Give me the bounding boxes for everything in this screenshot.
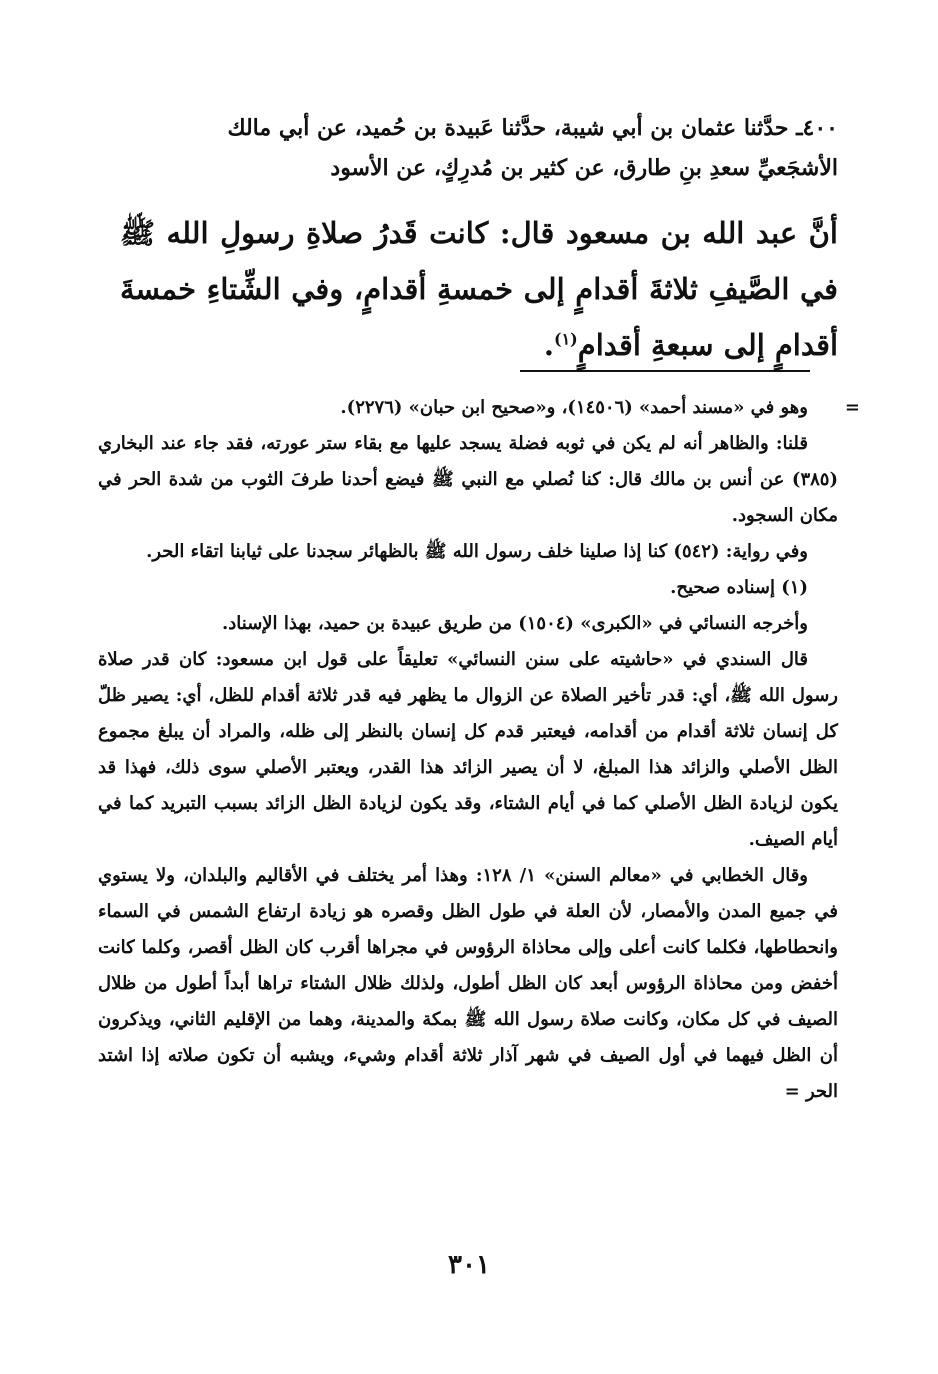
continuation-marker: = xyxy=(844,397,860,418)
footnote-paragraph: وفي رواية: (٥٤٢) كنا إذا صلينا خلف رسول الله ﷺ بالظهائر سجدنا على ثيابنا اتقاء الحر. xyxy=(146,541,808,562)
footnote-separator-rule xyxy=(520,370,810,372)
footnote-continuation-paragraph xyxy=(98,390,860,426)
matn-text: أنَّ عبد الله بن مسعود قال: كانت قَدرُ صلاةِ رسولِ الله ﷺ في الصَّيفِ ثلاثةَ أقدامٍ إلى خمسةِ أقدامٍ، وفي الشِّتاءِ خمسةَ أقدامٍ إلى سبعةِ أقدامٍ xyxy=(120,216,838,362)
footnote-paragraph: وأخرجه النسائي في «الكبرى» (١٥٠٤) من طريق عبيدة بن حميد، بهذا الإسناد. xyxy=(222,613,808,634)
isnad-line-1: ٤٠٠ـ حدَّثنا عثمان بن أبي شيبة، حدَّثنا عَبيدة بن حُميد، عن أبي مالك xyxy=(227,115,838,141)
page-number: ٣٠١ xyxy=(448,1250,490,1280)
hadith-isnad xyxy=(120,108,838,188)
footnote-reference: (١) xyxy=(554,329,578,349)
footnote-paragraph: قال السندي في «حاشيته على سنن النسائي» تعليقاً على قول ابن مسعود: كان قدر صلاة رسول الله ﷺ، أي: قدر تأخير الصلاة عن الزوال ما يظهر فيه قدر ثلاثة أقدام للظل، أي: يصير ظلّ كل إنسان ثلاثة أقدام من أقدامه، فيعتبر قدم كل إنسان بالنظر إلى ظله، والمراد أن يبلغ مجموع الظل الأصلي والزائد هذا المبلغ، لا أن يصير الزائد هذا القدر، ويعتبر الأصلي سوى ذلك، فهذا قد يكون لزيادة الظل الأصلي كما في أيام الشتاء، وقد يكون لزيادة الظل الزائد بسبب التبريد كما في أيام الصيف. xyxy=(98,649,838,850)
footnote-paragraph: قلنا: والظاهر أنه لم يكن في ثوبه فضلة يسجد عليها مع بقاء ستر عورته، فقد جاء عند البخاري (٣٨٥) عن أنس بن مالك قال: كنا نُصلي مع النبي ﷺ فيضع أحدنا طرفَ الثوب من شدة الحر في مكان السجود. xyxy=(98,433,838,526)
matn-end-punctuation: . xyxy=(543,328,554,362)
footnote-paragraph: وقال الخطابي في «معالم السنن» ١/ ١٢٨: وهذا أمر يختلف في الأقاليم والبلدان، ولا يستوي في جميع المدن والأمصار، لأن العلة في طول الظل وقصره هو زيادة ارتفاع الشمس في السماء وانحطاطها، فكلما كانت أعلى وإلى محاذاة الرؤوس في مجراها أقرب كان الظل أقصر، وكلما كانت أخفض ومن محاذاة الرؤوس أبعد كان الظل أطول، ولذلك ظلال الشتاء تراها أبداً أطول من ظلال الصيف في كل مكان، وكانت صلاة رسول الله ﷺ بمكة والمدينة، وهما من الإقليم الثاني، ويذكرون أن الظل فيهما في أول الصيف في شهر آذار ثلاثة أقدام وشيء، ويشبه أن تكون صلاته إذا اشتد الحر = xyxy=(98,865,838,1102)
matn-text-block xyxy=(120,205,838,373)
footnote-text: وهو في «مسند أحمد» (١٤٥٠٦)، و«صحيح ابن حبان» (٢٢٧٦). xyxy=(340,397,808,418)
hadith-matn xyxy=(120,205,838,373)
footnotes-section xyxy=(98,390,860,1110)
footnote-1-heading: (١) إسناده صحيح. xyxy=(670,577,808,598)
isnad-line-2: الأشجَعيِّ سعدِ بنِ طارق، عن كثير بن مُدرِكٍ، عن الأسود xyxy=(330,155,838,181)
